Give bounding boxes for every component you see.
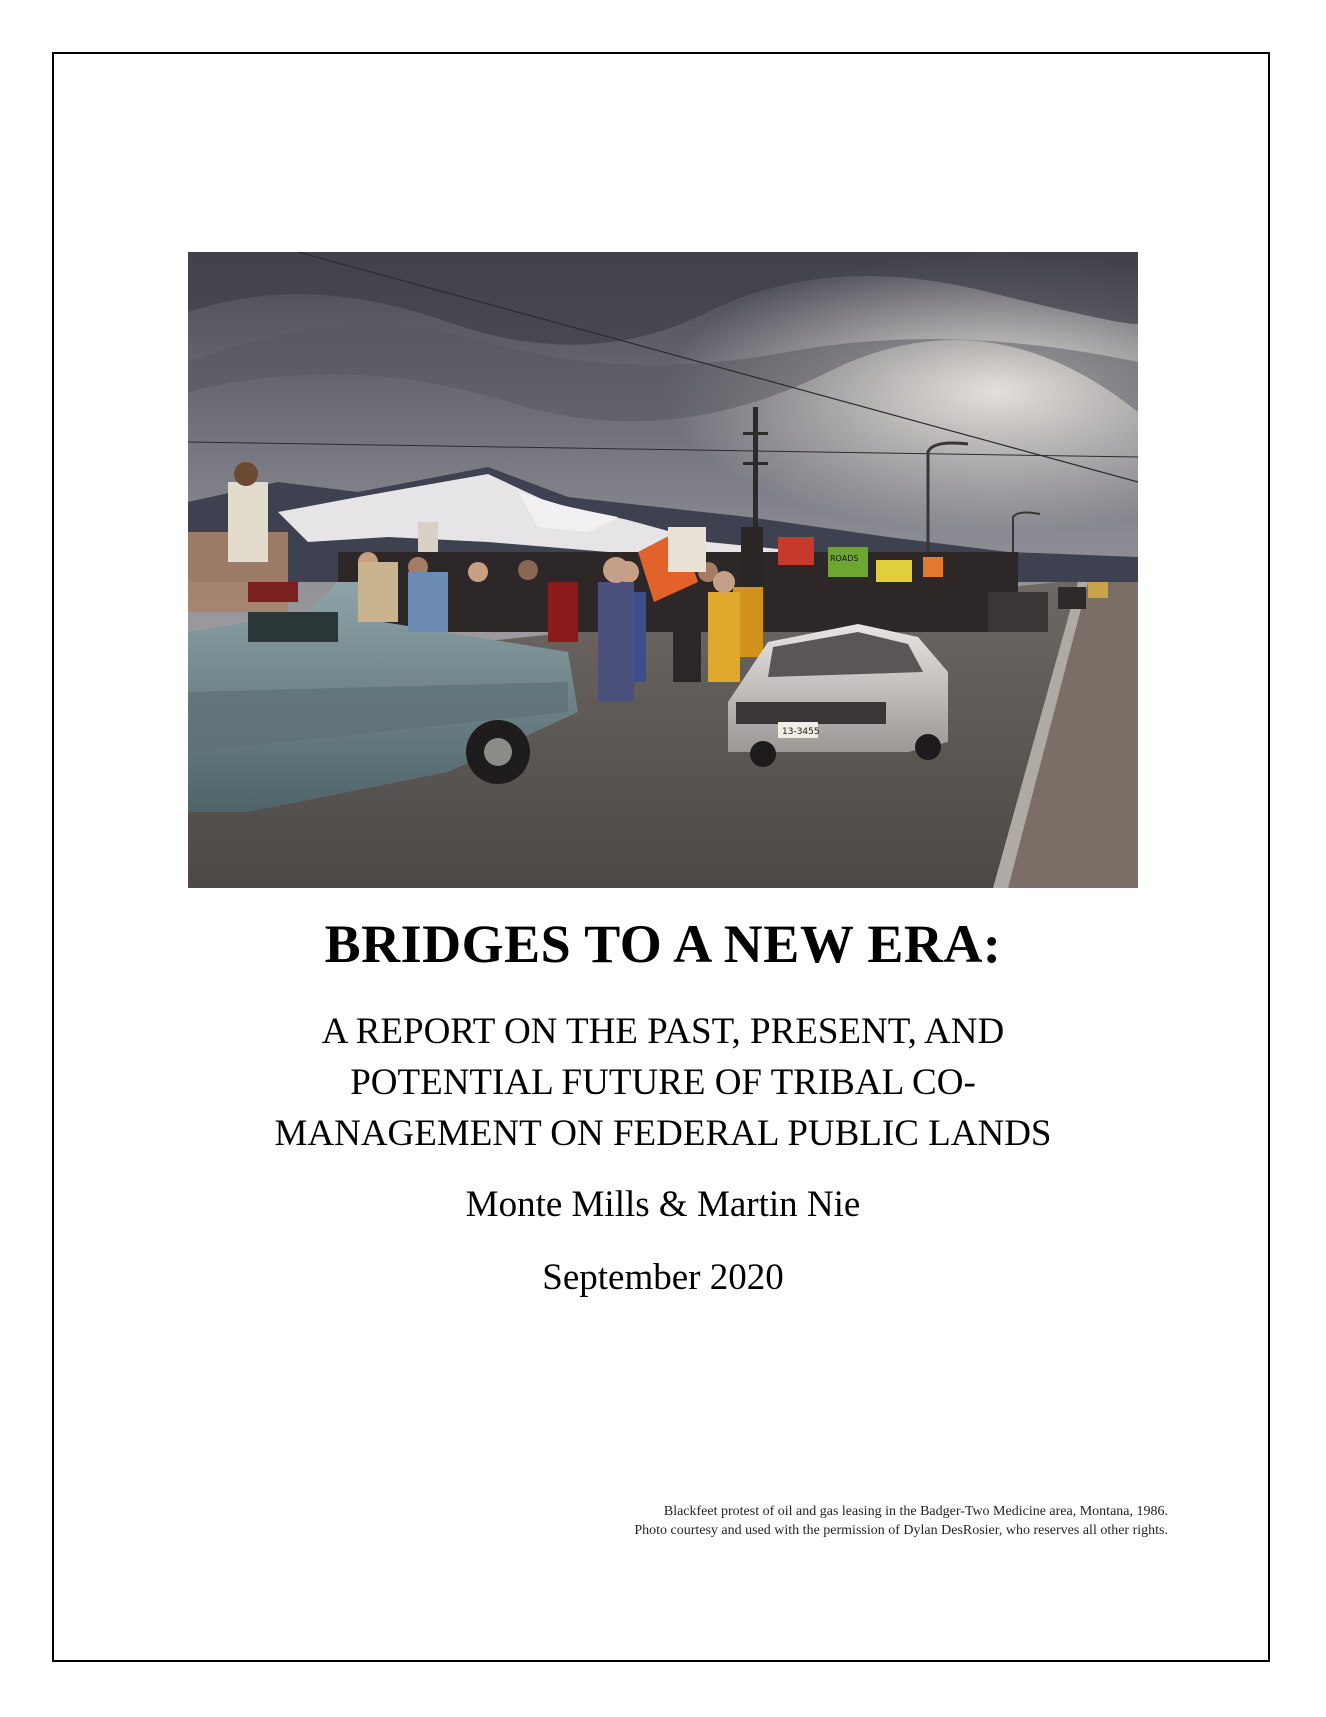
photo-caption	[634, 1502, 1168, 1540]
caption-line: Blackfeet protest of oil and gas leasing in the Badger-Two Medicine area, Montana, 1986.	[663, 1504, 1168, 1519]
license-plate-text: 13-3455	[782, 727, 820, 737]
report-subtitle	[150, 1006, 1176, 1159]
subtitle-line: MANAGEMENT ON FEDERAL PUBLIC LANDS	[274, 1113, 1052, 1154]
publication-date: September 2020	[542, 1257, 784, 1298]
authors: Monte Mills & Martin Nie	[465, 1184, 861, 1225]
subtitle-line: A REPORT ON THE PAST, PRESENT, AND	[321, 1011, 1005, 1052]
subtitle-line: POTENTIAL FUTURE OF TRIBAL CO-	[350, 1062, 976, 1103]
caption-line: Photo courtesy and used with the permission of Dylan DesRosier, who reserves all other rights.	[634, 1523, 1168, 1538]
cover-photo	[188, 252, 1138, 888]
report-title: BRIDGES TO A NEW ERA:	[324, 914, 1002, 974]
sign-text: ROADS	[830, 554, 859, 563]
